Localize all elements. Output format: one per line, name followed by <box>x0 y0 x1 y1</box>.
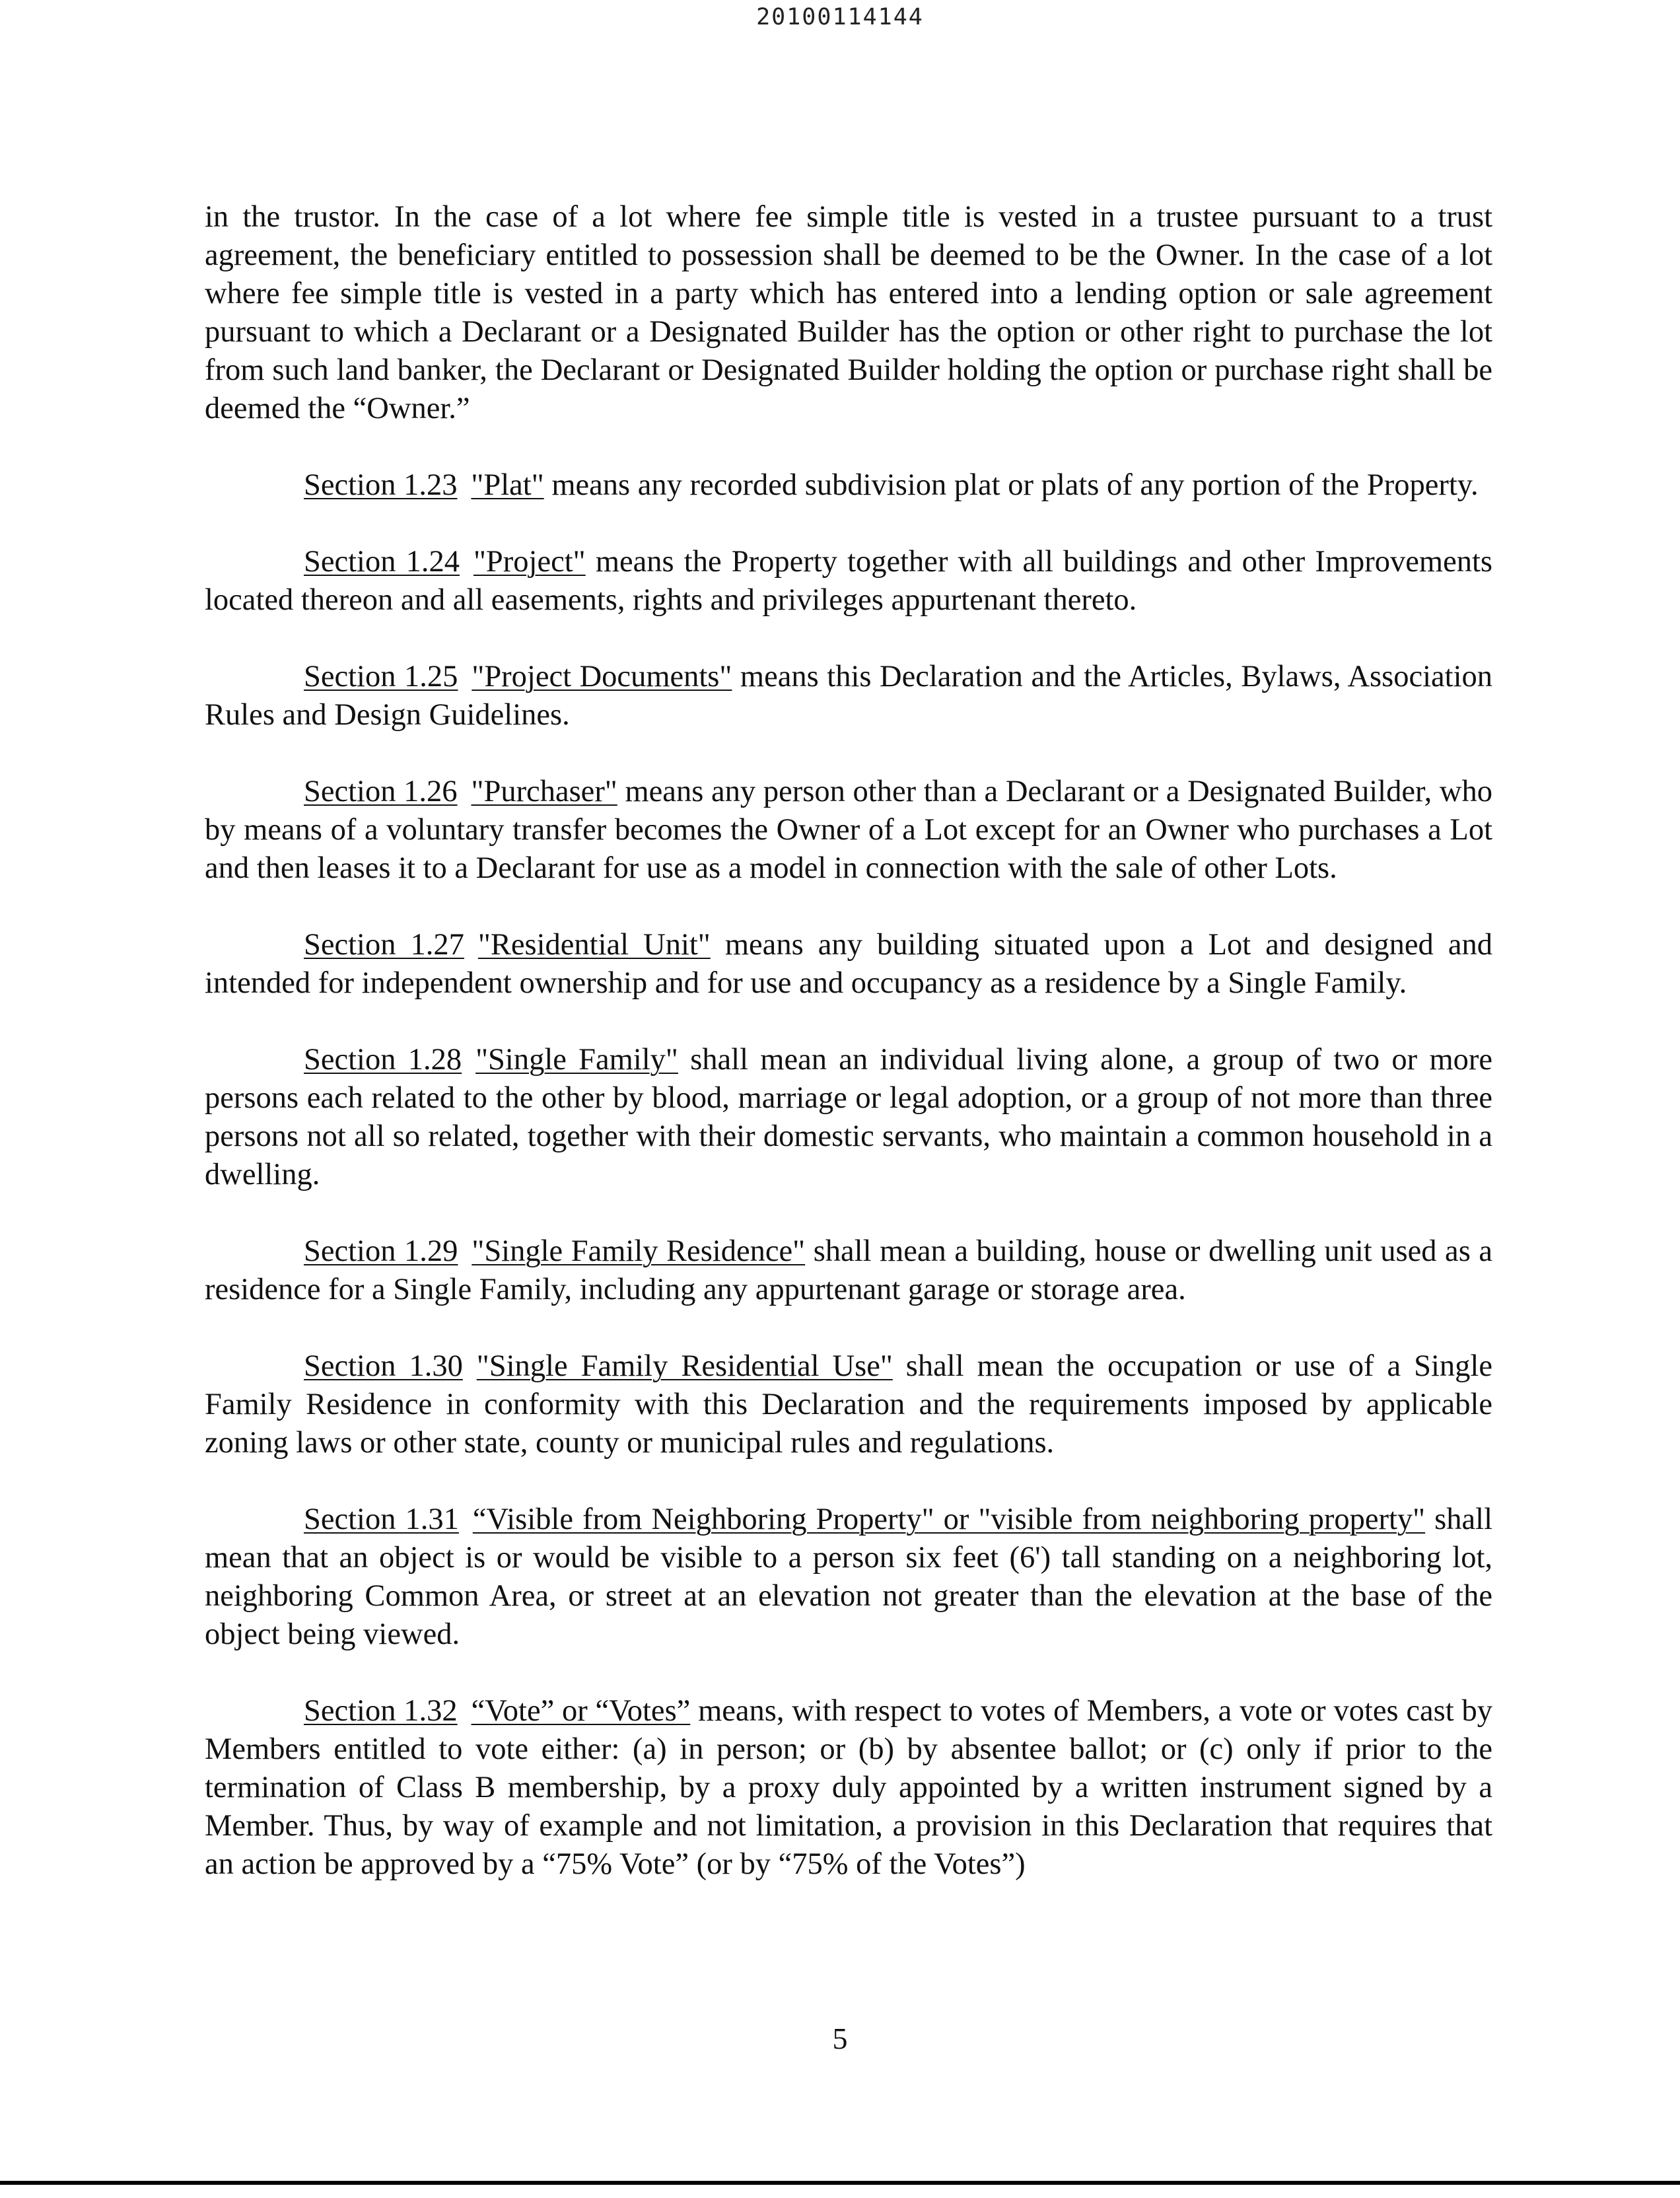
section-text: shall mean a building, house or dwelling unit used as a residence for a Single Family, including any appurtenant garage or storage area. <box>205 1234 1492 1306</box>
document-body <box>205 198 1492 1922</box>
section-text: means, with respect to votes of Members, a vote or votes cast by Members entitled to vote either: (a) in person; or (b) by absentee ballot; or (c) only if prior to the termination of Class B membership, by a proxy duly appointed by a written instrument signed by a Member. Thus, by way of example and not limitation, a provision in this Declaration that requires that an action be approved by a “75% Vote” (or by “75% of the Votes”) <box>205 1694 1492 1881</box>
section-1-30 <box>205 1347 1492 1462</box>
defined-term: "Residential Unit" <box>477 928 711 962</box>
section-text: means any person other than a Declarant or a Designated Builder, who by means of a voluntary transfer becomes the Owner of a Lot except for an Owner who purchases a Lot and then leases it to a Declarant for use as a model in connection with the sale of other Lots. <box>205 775 1492 885</box>
defined-term: “Vote” or “Votes” <box>471 1694 691 1728</box>
section-number: Section 1.24 <box>304 545 460 579</box>
defined-term: “Visible from Neighboring Property" or "visible from neighboring property" <box>472 1503 1426 1536</box>
section-number: Section 1.27 <box>304 928 464 962</box>
section-number: Section 1.30 <box>304 1349 463 1383</box>
section-1-27 <box>205 926 1492 1003</box>
section-1-24 <box>205 543 1492 620</box>
defined-term: "Plat" <box>471 468 544 502</box>
section-text: means any recorded subdivision plat or plats of any portion of the Property. <box>543 468 1479 502</box>
intro-paragraph: in the trustor. In the case of a lot where fee simple title is vested in a trustee pursuant to a trust agreement, the beneficiary entitled to possession shall be deemed to be the Owner. In the case of a lot where fee simple title is vested in a party which has entered into a lending option or sale agreement pursuant to which a Declarant or a Designated Builder has the option or other right to purchase the lot from such land banker, the Declarant or Designated Builder holding the option or purchase right shall be deemed the “Owner.” <box>205 200 1492 425</box>
section-number: Section 1.32 <box>304 1694 458 1728</box>
section-1-32 <box>205 1692 1492 1884</box>
section-text: means this Declaration and the Articles, Bylaws, Association Rules and Design Guidelines. <box>205 660 1493 732</box>
section-text: shall mean that an object is or would be visible to a person six feet (6') tall standing on a neighboring lot, neighboring Common Area, or street at an elevation not greater than the elevation at the base of the object being viewed. <box>205 1503 1492 1651</box>
defined-term: "Project" <box>473 545 586 579</box>
section-1-28 <box>205 1041 1492 1194</box>
section-number: Section 1.23 <box>304 468 458 502</box>
section-number: Section 1.26 <box>304 775 458 808</box>
defined-term: "Purchaser" <box>471 775 617 808</box>
section-text: means any building situated upon a Lot and designed and intended for independent ownership and for use and occupancy as a residence by a Single Family. <box>205 928 1492 1000</box>
section-1-25 <box>205 658 1492 734</box>
section-1-23 <box>205 466 1492 505</box>
section-1-26 <box>205 773 1492 888</box>
section-number: Section 1.28 <box>304 1043 462 1077</box>
section-text: shall mean the occupation or use of a Single Family Residence in conformity with this Declaration and the requirements imposed by applicable zoning laws or other state, county or municipal rules and regulations. <box>205 1349 1492 1460</box>
section-text: means the Property together with all buildings and other Improvements located thereon and all easements, rights and privileges appurtenant thereto. <box>205 545 1492 617</box>
defined-term: "Single Family Residential Use" <box>476 1349 893 1383</box>
section-number: Section 1.25 <box>304 660 458 693</box>
section-1-31 <box>205 1501 1492 1654</box>
section-text: shall mean an individual living alone, a group of two or more persons each related to the other by blood, marriage or legal adoption, or a group of not more than three persons not all so related, together with their domestic servants, who maintain a common household in a dwelling. <box>205 1043 1492 1191</box>
section-number: Section 1.29 <box>304 1234 458 1268</box>
section-number: Section 1.31 <box>304 1503 459 1536</box>
defined-term: "Single Family Residence" <box>472 1234 806 1268</box>
defined-term: "Single Family" <box>475 1043 678 1077</box>
document-number: 20100114144 <box>756 4 924 30</box>
bottom-border-rule <box>0 2181 1680 2185</box>
defined-term: "Project Documents" <box>472 660 732 693</box>
section-1-29 <box>205 1232 1492 1309</box>
page-number: 5 <box>832 2022 848 2055</box>
